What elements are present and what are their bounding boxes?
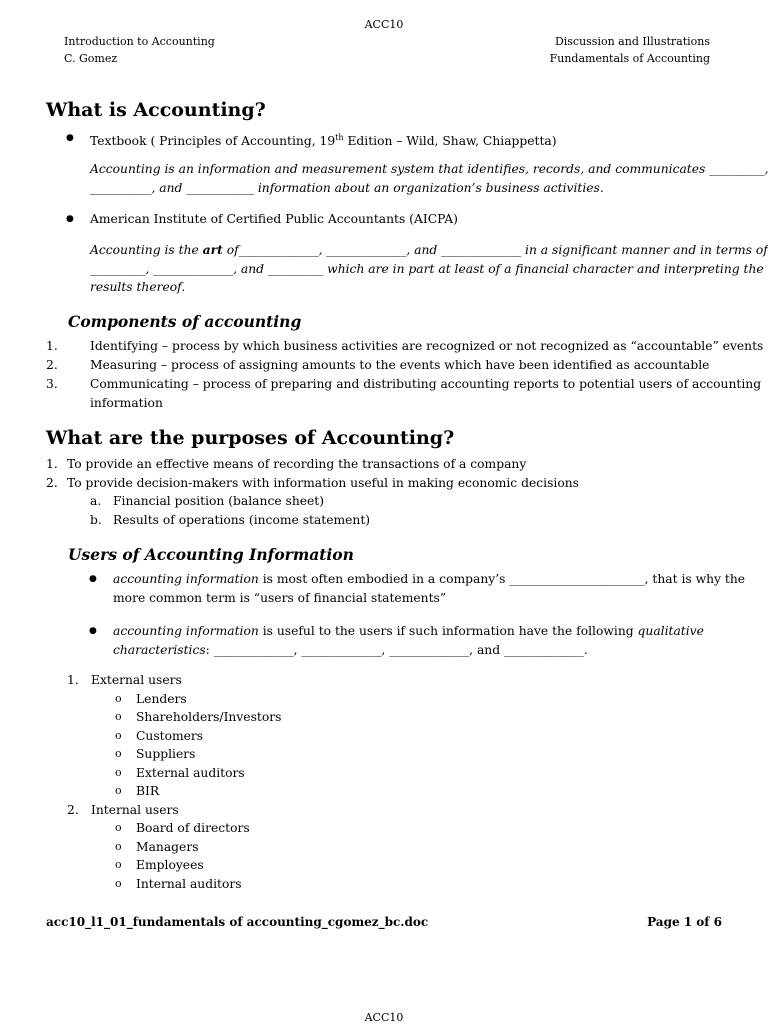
list-item: Board of directors <box>136 821 250 835</box>
list-item: External auditors <box>136 766 245 780</box>
section-title-what-is-accounting: What is Accounting? <box>46 99 266 121</box>
list-item-continuation: information <box>90 396 163 410</box>
header-course-title: Introduction to Accounting <box>64 35 215 48</box>
list-item: Customers <box>136 729 204 743</box>
sub-list-item: Financial position (balance sheet) <box>113 494 325 508</box>
aicpa-source: American Institute of Certified Public Accountants (AICPA) <box>90 212 458 226</box>
header-doc-type: Discussion and Illustrations <box>554 35 710 48</box>
circle-bullet-icon: o <box>115 692 122 705</box>
users-note-2-line2: characteristics: _____________, _____________, _____________, and _____________. <box>113 643 588 657</box>
textbook-source: Textbook ( Principles of Accounting, 19th Edition – Wild, Shaw, Chiappetta) <box>90 133 557 149</box>
next-page-header: ACC10 <box>364 1011 404 1024</box>
bullet-icon: ● <box>66 214 74 224</box>
textbook-definition-line2: __________, and ___________ information about an organization’s business activities. <box>90 181 604 195</box>
list-item: Communicating – process of preparing and distributing accounting reports to potential users of accounting <box>90 377 762 391</box>
list-item: BIR <box>136 784 160 798</box>
circle-bullet-icon: o <box>115 821 122 834</box>
aicpa-definition-line2: _________, _____________, and _________ which are in part at least of a financial character and interpreting the <box>90 262 764 276</box>
header-course-code: ACC10 <box>364 18 404 31</box>
list-item: To provide an effective means of recording the transactions of a company <box>67 457 527 471</box>
list-item: Suppliers <box>136 747 196 761</box>
users-note-1-line2: more common term is “users of financial statements” <box>113 591 447 605</box>
list-item: Managers <box>136 840 199 854</box>
users-note-2-line1: accounting information is useful to the users if such information have the following qualitative <box>113 624 704 638</box>
list-item: Identifying – process by which business activities are recognized or not recognized as “accountable” events <box>90 339 764 353</box>
bullet-icon: ● <box>66 133 74 143</box>
header-topic: Fundamentals of Accounting <box>549 52 710 65</box>
list-item: To provide decision-makers with information useful in making economic decisions <box>67 476 579 490</box>
aicpa-definition-line3: results thereof. <box>90 280 186 294</box>
components-title: Components of accounting <box>68 312 302 331</box>
list-item: Internal auditors <box>136 877 242 891</box>
circle-bullet-icon: o <box>115 710 122 723</box>
list-item: Shareholders/Investors <box>136 710 282 724</box>
users-title: Users of Accounting Information <box>68 545 354 564</box>
circle-bullet-icon: o <box>115 729 122 742</box>
footer-filename: acc10_l1_01_fundamentals of accounting_cgomez_bc.doc <box>46 915 429 929</box>
bullet-icon: ● <box>89 626 97 636</box>
section-title-purposes: What are the purposes of Accounting? <box>46 427 455 449</box>
footer-page-number: Page 1 of 6 <box>647 915 722 929</box>
internal-users-label: Internal users <box>91 803 179 817</box>
header-author: C. Gomez <box>64 52 118 65</box>
list-item: Lenders <box>136 692 187 706</box>
circle-bullet-icon: o <box>115 747 122 760</box>
textbook-definition-line1: Accounting is an information and measurement system that identifies, records, and communicates _________, <box>90 162 768 176</box>
circle-bullet-icon: o <box>115 784 122 797</box>
circle-bullet-icon: o <box>115 766 122 779</box>
sub-list-item: Results of operations (income statement) <box>113 513 371 527</box>
users-note-1-line1: accounting information is most often embodied in a company’s ______________________, that is why the <box>113 572 746 586</box>
external-users-label: External users <box>91 673 182 687</box>
aicpa-definition-line1: Accounting is the art of_____________, _____________, and _____________ in a significant manner and in terms of <box>90 242 768 257</box>
circle-bullet-icon: o <box>115 877 122 890</box>
list-item: Measuring – process of assigning amounts to the events which have been identified as accountable <box>90 358 710 372</box>
circle-bullet-icon: o <box>115 858 122 871</box>
circle-bullet-icon: o <box>115 840 122 853</box>
list-item: Employees <box>136 858 204 872</box>
bullet-icon: ● <box>89 574 97 584</box>
